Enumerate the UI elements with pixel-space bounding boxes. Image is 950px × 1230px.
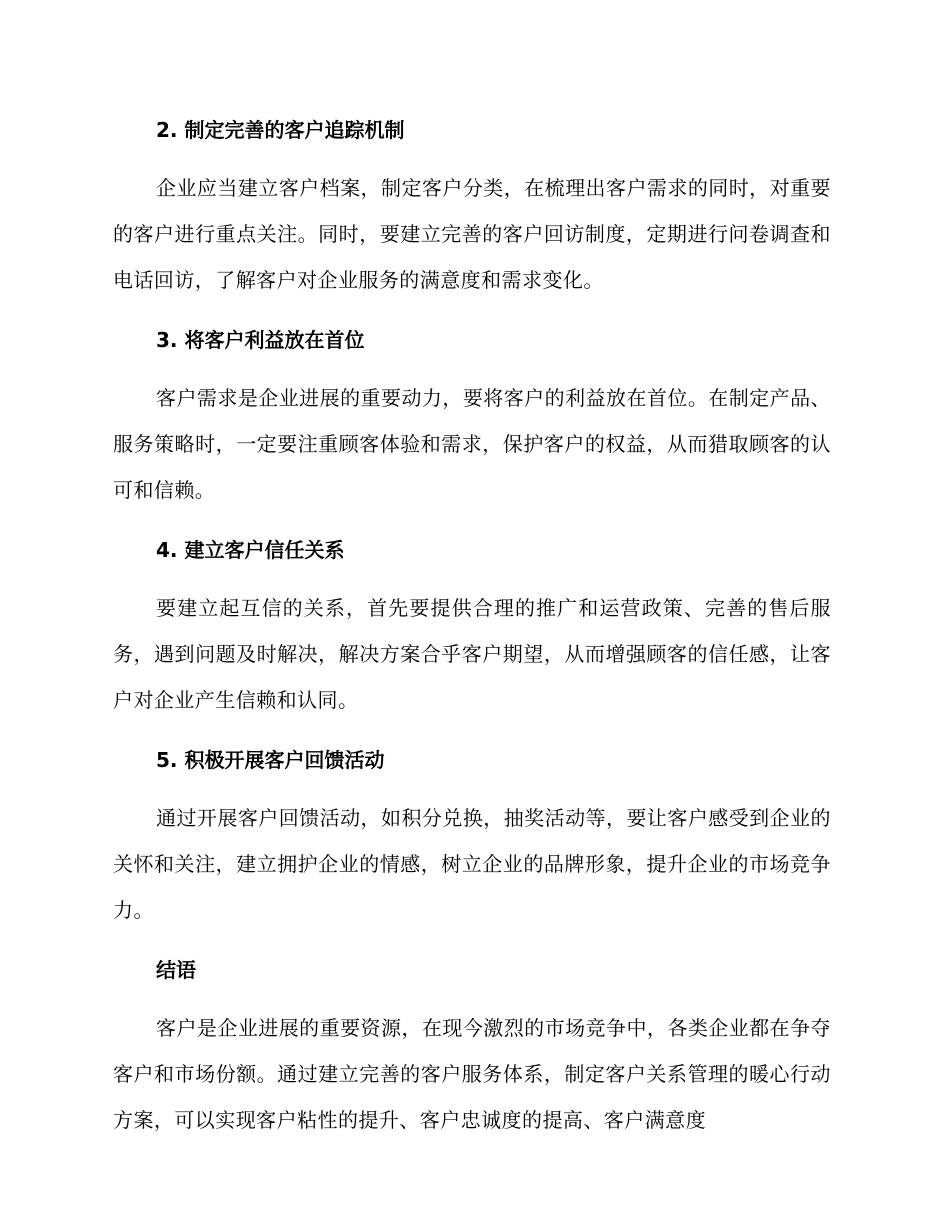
section-heading: 2. 制定完善的客户追踪机制 [156,118,405,142]
section-customer-trust [113,527,831,723]
section-heading: 4. 建立客户信任关系 [156,538,345,562]
section-heading: 结语 [156,958,196,982]
section-conclusion [113,947,831,1143]
section-paragraph: 企业应当建立客户档案，制定客户分类，在梳理出客户需求的同时，对重要的客户进行重点关注。同时，要建立完善的客户回访制度，定期进行问卷调查和电话回访，了解客户对企业服务的满意度和需求变化。 [113,176,831,292]
section-paragraph: 要建立起互信的关系，首先要提供合理的推广和运营政策、完善的售后服务，遇到问题及时解决，解决方案合乎客户期望，从而增强顾客的信任感，让客户对企业产生信赖和认同。 [113,596,831,712]
section-paragraph: 客户是企业进展的重要资源，在现今激烈的市场竞争中，各类企业都在争夺客户和市场份额。通过建立完善的客户服务体系，制定客户关系管理的暖心行动方案，可以实现客户粘性的提升、客户忠诚度的提高、客户满意度 [113,1016,831,1132]
section-paragraph: 通过开展客户回馈活动，如积分兑换，抽奖活动等，要让客户感受到企业的关怀和关注，建立拥护企业的情感，树立企业的品牌形象，提升企业的市场竞争力。 [113,806,831,922]
section-customer-tracking [113,107,831,303]
section-customer-interest [113,317,831,513]
document-page [113,107,831,1143]
section-heading: 5. 积极开展客户回馈活动 [156,748,385,772]
section-paragraph: 客户需求是企业进展的重要动力，要将客户的利益放在首位。在制定产品、服务策略时，一定要注重顾客体验和需求，保护客户的权益，从而猎取顾客的认可和信赖。 [113,386,831,502]
section-customer-rewards [113,737,831,933]
section-heading: 3. 将客户利益放在首位 [156,328,365,352]
